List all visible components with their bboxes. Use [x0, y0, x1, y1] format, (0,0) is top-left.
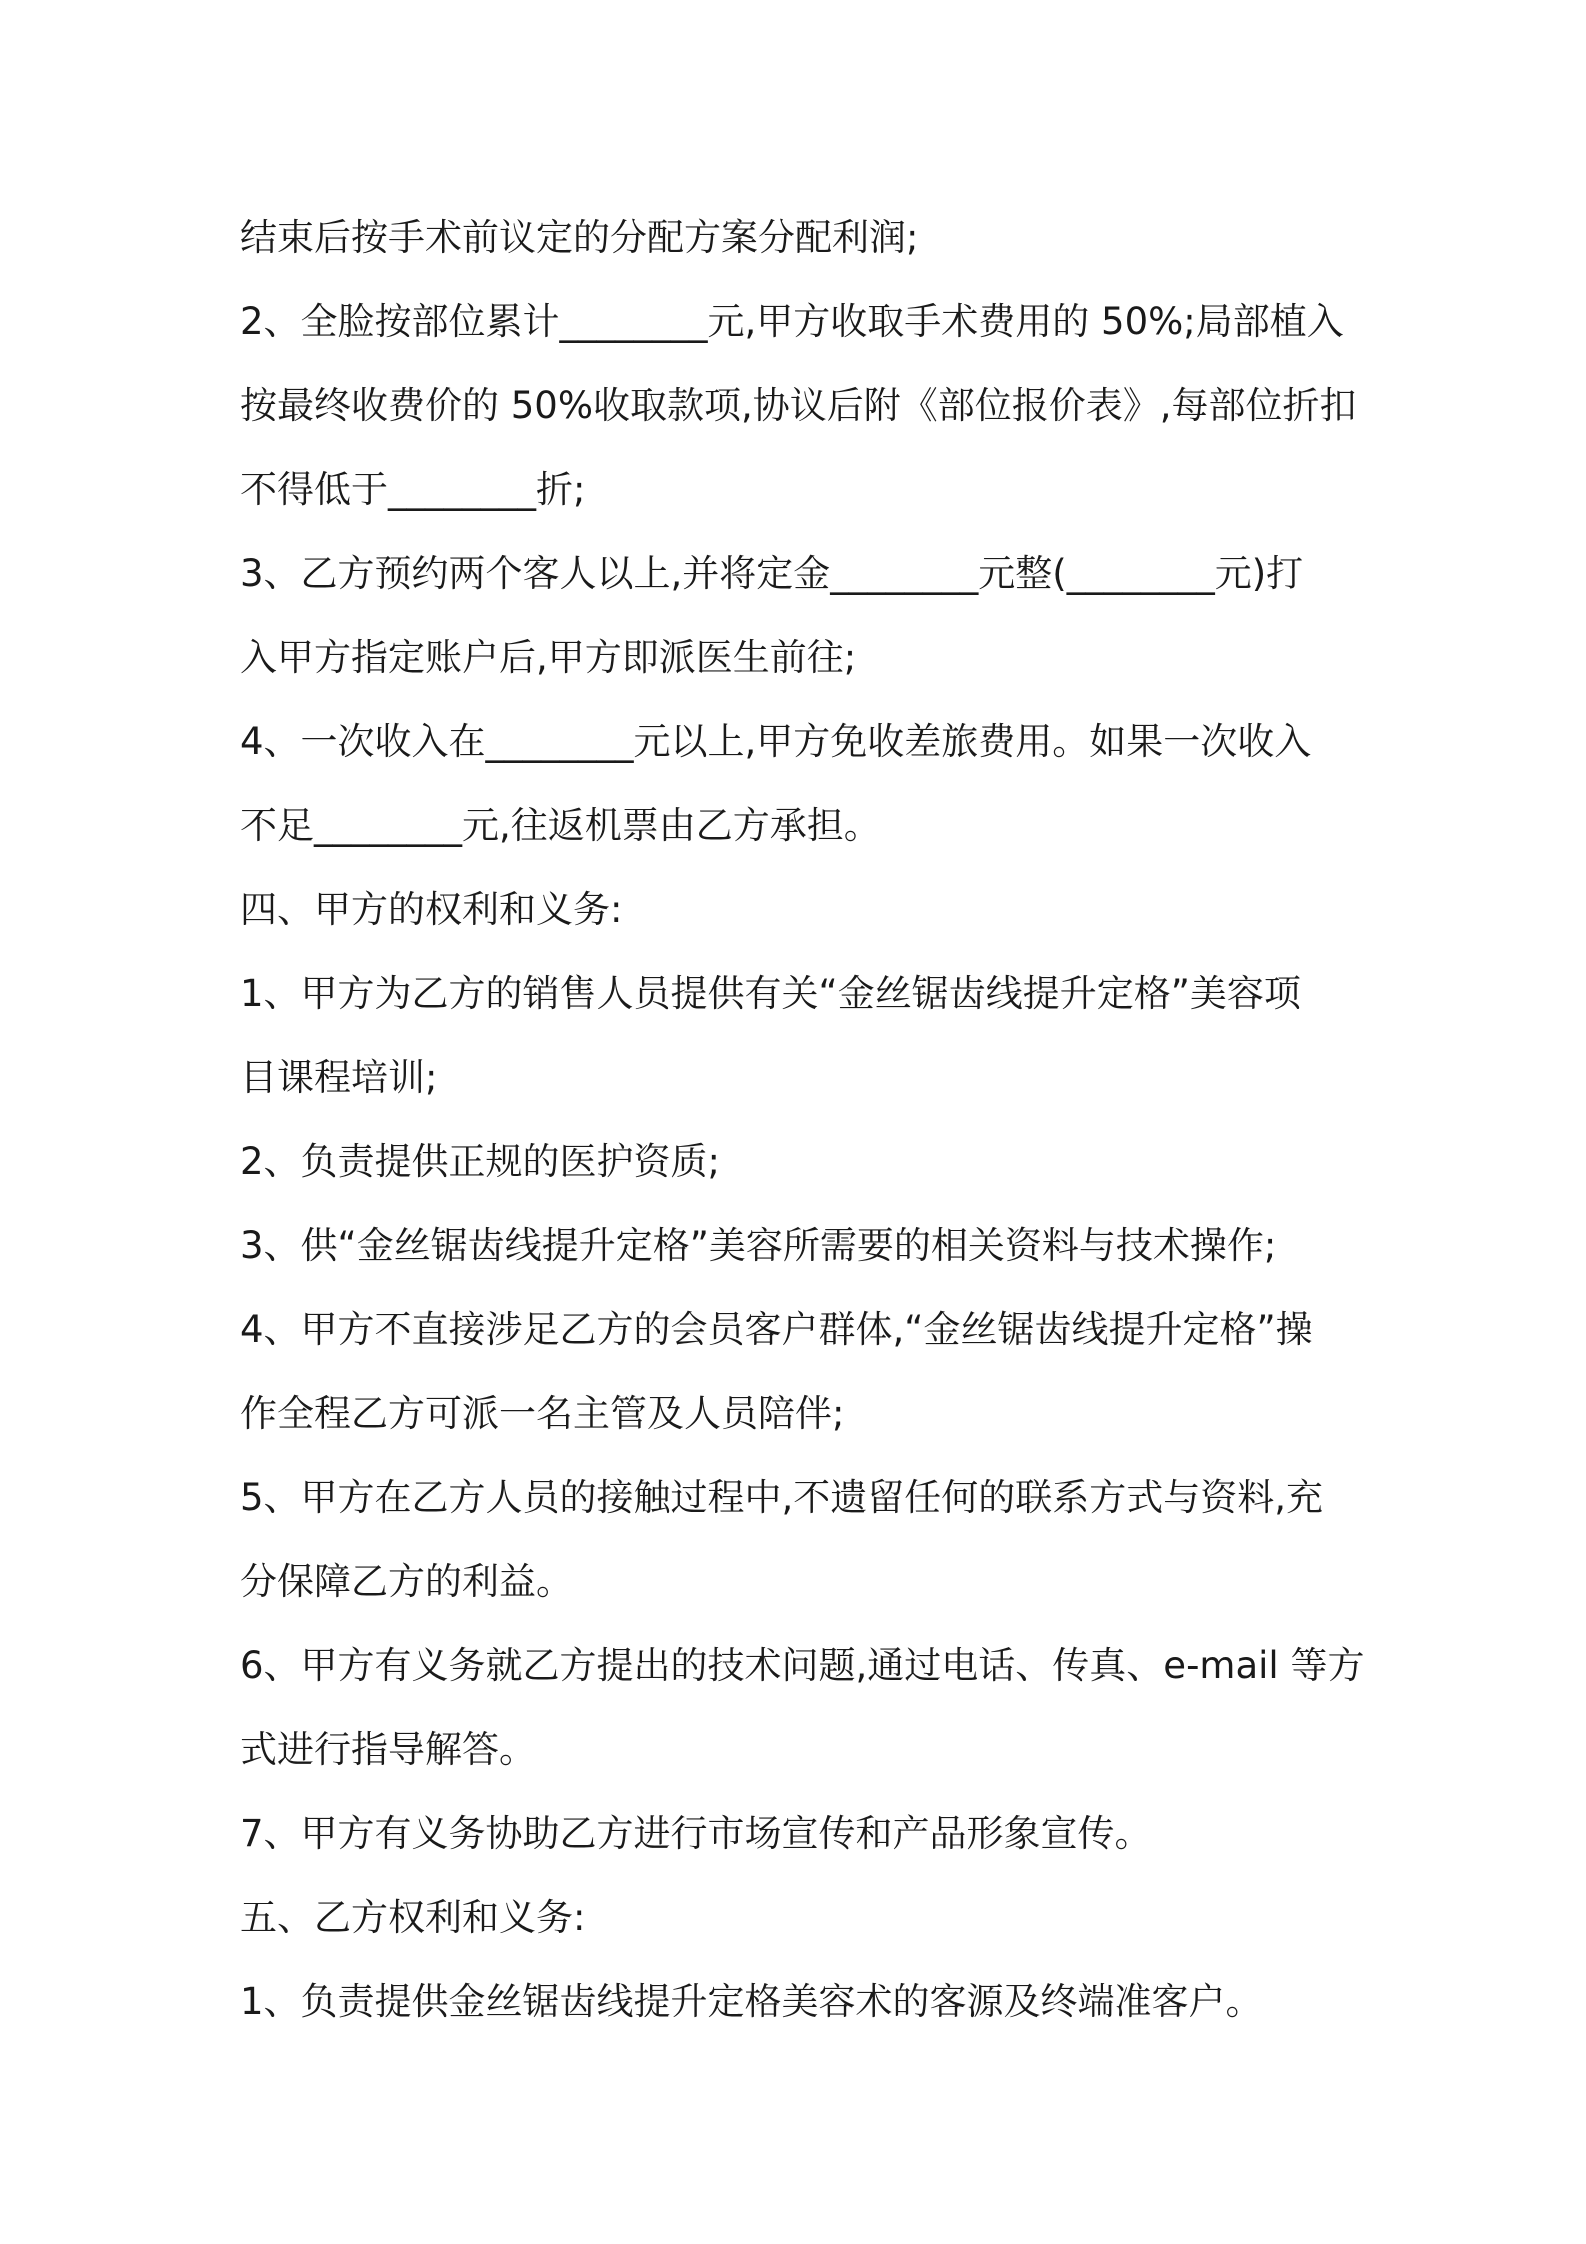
- text-line: 2、全脸按部位累计________元,甲方收取手术费用的 50%;局部植入: [240, 300, 1344, 343]
- text-line: 目课程培训;: [240, 1056, 438, 1099]
- text-line: 4、甲方不直接涉足乙方的会员客户群体,“金丝锯齿线提升定格”操: [240, 1308, 1313, 1351]
- text-line: 7、甲方有义务协助乙方进行市场宣传和产品形象宣传。: [240, 1812, 1152, 1855]
- text-line: 入甲方指定账户后,甲方即派医生前往;: [240, 636, 857, 679]
- document-body: [240, 196, 1365, 2044]
- text-line: 结束后按手术前议定的分配方案分配利润;: [240, 216, 919, 259]
- text-line: 不得低于________折;: [240, 468, 586, 511]
- text-line: 1、负责提供金丝锯齿线提升定格美容术的客源及终端准客户。: [240, 1980, 1263, 2023]
- text-line: 式进行指导解答。: [240, 1728, 536, 1771]
- text-line: 分保障乙方的利益。: [240, 1560, 573, 1603]
- text-line: 3、供“金丝锯齿线提升定格”美容所需要的相关资料与技术操作;: [240, 1224, 1277, 1267]
- text-line: 5、甲方在乙方人员的接触过程中,不遗留任何的联系方式与资料,充: [240, 1476, 1324, 1519]
- section-heading: 五、乙方权利和义务:: [240, 1896, 586, 1939]
- text-line: 3、乙方预约两个客人以上,并将定金________元整(________元)打: [240, 552, 1304, 595]
- text-line: 2、负责提供正规的医护资质;: [240, 1140, 721, 1183]
- text-line: 作全程乙方可派一名主管及人员陪伴;: [240, 1392, 845, 1435]
- text-line: 不足________元,往返机票由乙方承担。: [240, 804, 881, 847]
- text-line: 6、甲方有义务就乙方提出的技术问题,通过电话、传真、e-mail 等方: [240, 1644, 1365, 1687]
- text-line: 按最终收费价的 50%收取款项,协议后附《部位报价表》,每部位折扣: [240, 384, 1357, 427]
- section-heading: 四、甲方的权利和义务:: [240, 888, 623, 931]
- text-line: 1、甲方为乙方的销售人员提供有关“金丝锯齿线提升定格”美容项: [240, 972, 1301, 1015]
- text-line: 4、一次收入在________元以上,甲方免收差旅费用。如果一次收入: [240, 720, 1312, 763]
